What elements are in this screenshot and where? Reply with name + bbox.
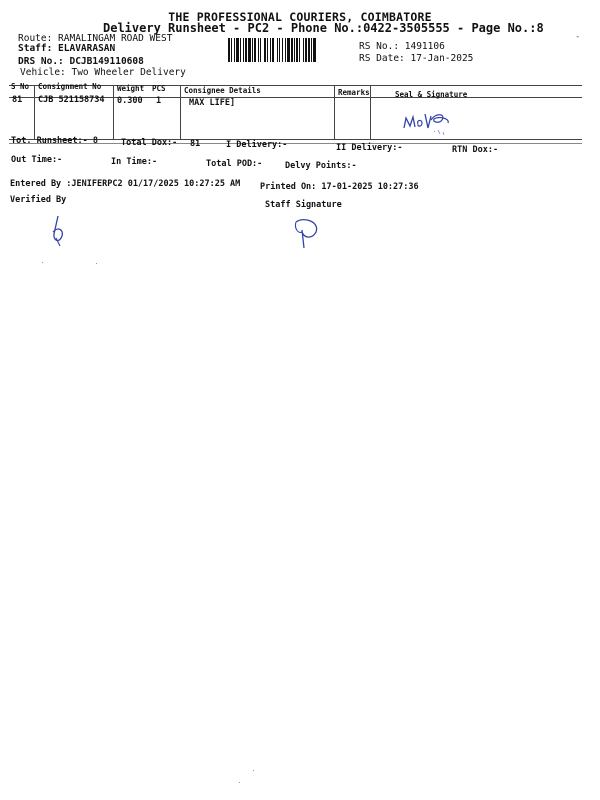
- receiver-signature: [398, 108, 458, 138]
- barcode-bar: [267, 38, 268, 62]
- barcode-bar: [313, 38, 316, 62]
- barcode-bar: [236, 38, 239, 62]
- barcode-bar: [311, 38, 312, 62]
- barcode-bar: [305, 38, 307, 62]
- barcode-bar: [279, 38, 280, 62]
- verified-by-label: Verified By: [10, 195, 67, 205]
- tot-runsheet: Tot. Runsheet:- 8: [11, 136, 98, 146]
- barcode-bar: [294, 38, 295, 62]
- barcode-bar: [248, 38, 251, 62]
- barcode-bar: [282, 38, 283, 62]
- barcode-bar: [270, 38, 271, 62]
- col-divider: [34, 85, 35, 139]
- staff-signature: [290, 214, 324, 250]
- header-remarks: Remarks: [338, 88, 370, 97]
- total-dox-value: 81: [190, 139, 201, 149]
- scan-speck: [42, 262, 43, 263]
- header-consignment: Consignment No: [38, 82, 102, 91]
- barcode-bar: [231, 38, 232, 62]
- barcode-bar: [228, 38, 230, 62]
- barcode-bar: [299, 38, 300, 62]
- scan-speck: [239, 782, 240, 783]
- company-name: THE PROFESSIONAL COURIERS, COIMBATORE: [168, 10, 432, 24]
- header-weight: Weight: [117, 84, 145, 93]
- barcode-bar: [303, 38, 304, 62]
- barcode-bar: [252, 38, 253, 62]
- barcode-bar: [234, 38, 235, 62]
- header-seal: Seal & Signature: [395, 90, 468, 99]
- barcode-bar: [308, 38, 310, 62]
- header-consignee: Consignee Details: [184, 86, 261, 95]
- route-label: Route: RAMALINGAM ROAD WEST: [18, 33, 173, 44]
- total-pod: Total POD:-: [206, 159, 263, 169]
- staff-signature-label: Staff Signature: [265, 200, 342, 210]
- delvy-points: Delvy Points:-: [285, 161, 357, 171]
- ii-delivery: II Delivery:-: [336, 143, 403, 153]
- row-weight: 0.300: [117, 96, 143, 106]
- runsheet-title: Delivery Runsheet - PC2 - Phone No.:0422-3505555 - Page No.:8: [103, 21, 544, 35]
- barcode-image: [228, 38, 351, 62]
- row-pcs: 1: [156, 96, 162, 106]
- barcode-bar: [277, 38, 278, 62]
- barcode-bar: [272, 38, 274, 62]
- barcode-bar: [254, 38, 256, 62]
- printed-on: Printed On: 17-01-2025 10:27:36: [260, 182, 419, 192]
- out-time: Out Time:-: [11, 155, 63, 165]
- barcode-bar: [245, 38, 247, 62]
- row-consignee: MAX LIFE]: [189, 98, 236, 108]
- total-dox-label: Total Dox:-: [121, 138, 178, 148]
- drs-number: DRS No.: DCJB149110608: [18, 56, 144, 67]
- entered-by: Entered By :JENIFERPC2 01/17/2025 10:27:25 AM: [10, 179, 241, 189]
- header-pcs: PCS: [152, 84, 166, 93]
- header-sno: S No: [11, 82, 30, 91]
- scan-speck: [96, 263, 97, 264]
- barcode-bar: [296, 38, 298, 62]
- barcode-bar: [291, 38, 293, 62]
- vehicle-label: Vehicle: Two Wheeler Delivery: [20, 67, 186, 78]
- row-sno: 81: [12, 95, 23, 105]
- barcode-bar: [240, 38, 241, 62]
- barcode-bar: [287, 38, 290, 62]
- rs-number: RS No.: 1491106: [359, 41, 445, 52]
- barcode-bar: [260, 38, 261, 62]
- rs-date: RS Date: 17-Jan-2025: [359, 53, 474, 64]
- scan-speck: [434, 131, 435, 132]
- col-divider: [370, 85, 371, 139]
- col-divider: [180, 85, 181, 139]
- verifier-signature: [44, 214, 74, 248]
- col-divider: [334, 85, 335, 139]
- barcode-bar: [285, 38, 286, 62]
- scan-speck: [253, 770, 254, 771]
- in-time: In Time:-: [111, 157, 158, 167]
- rtn-dox: RTN Dox:-: [452, 145, 499, 155]
- row-consignment: CJB 521158734: [38, 95, 105, 105]
- margin-dash: -: [575, 32, 581, 42]
- i-delivery: I Delivery:-: [226, 140, 288, 150]
- staff-label: Staff: ELAVARASAN: [18, 43, 116, 54]
- barcode-bar: [264, 38, 266, 62]
- barcode-bar: [243, 38, 244, 62]
- barcode-bar: [258, 38, 259, 62]
- col-divider: [113, 85, 114, 139]
